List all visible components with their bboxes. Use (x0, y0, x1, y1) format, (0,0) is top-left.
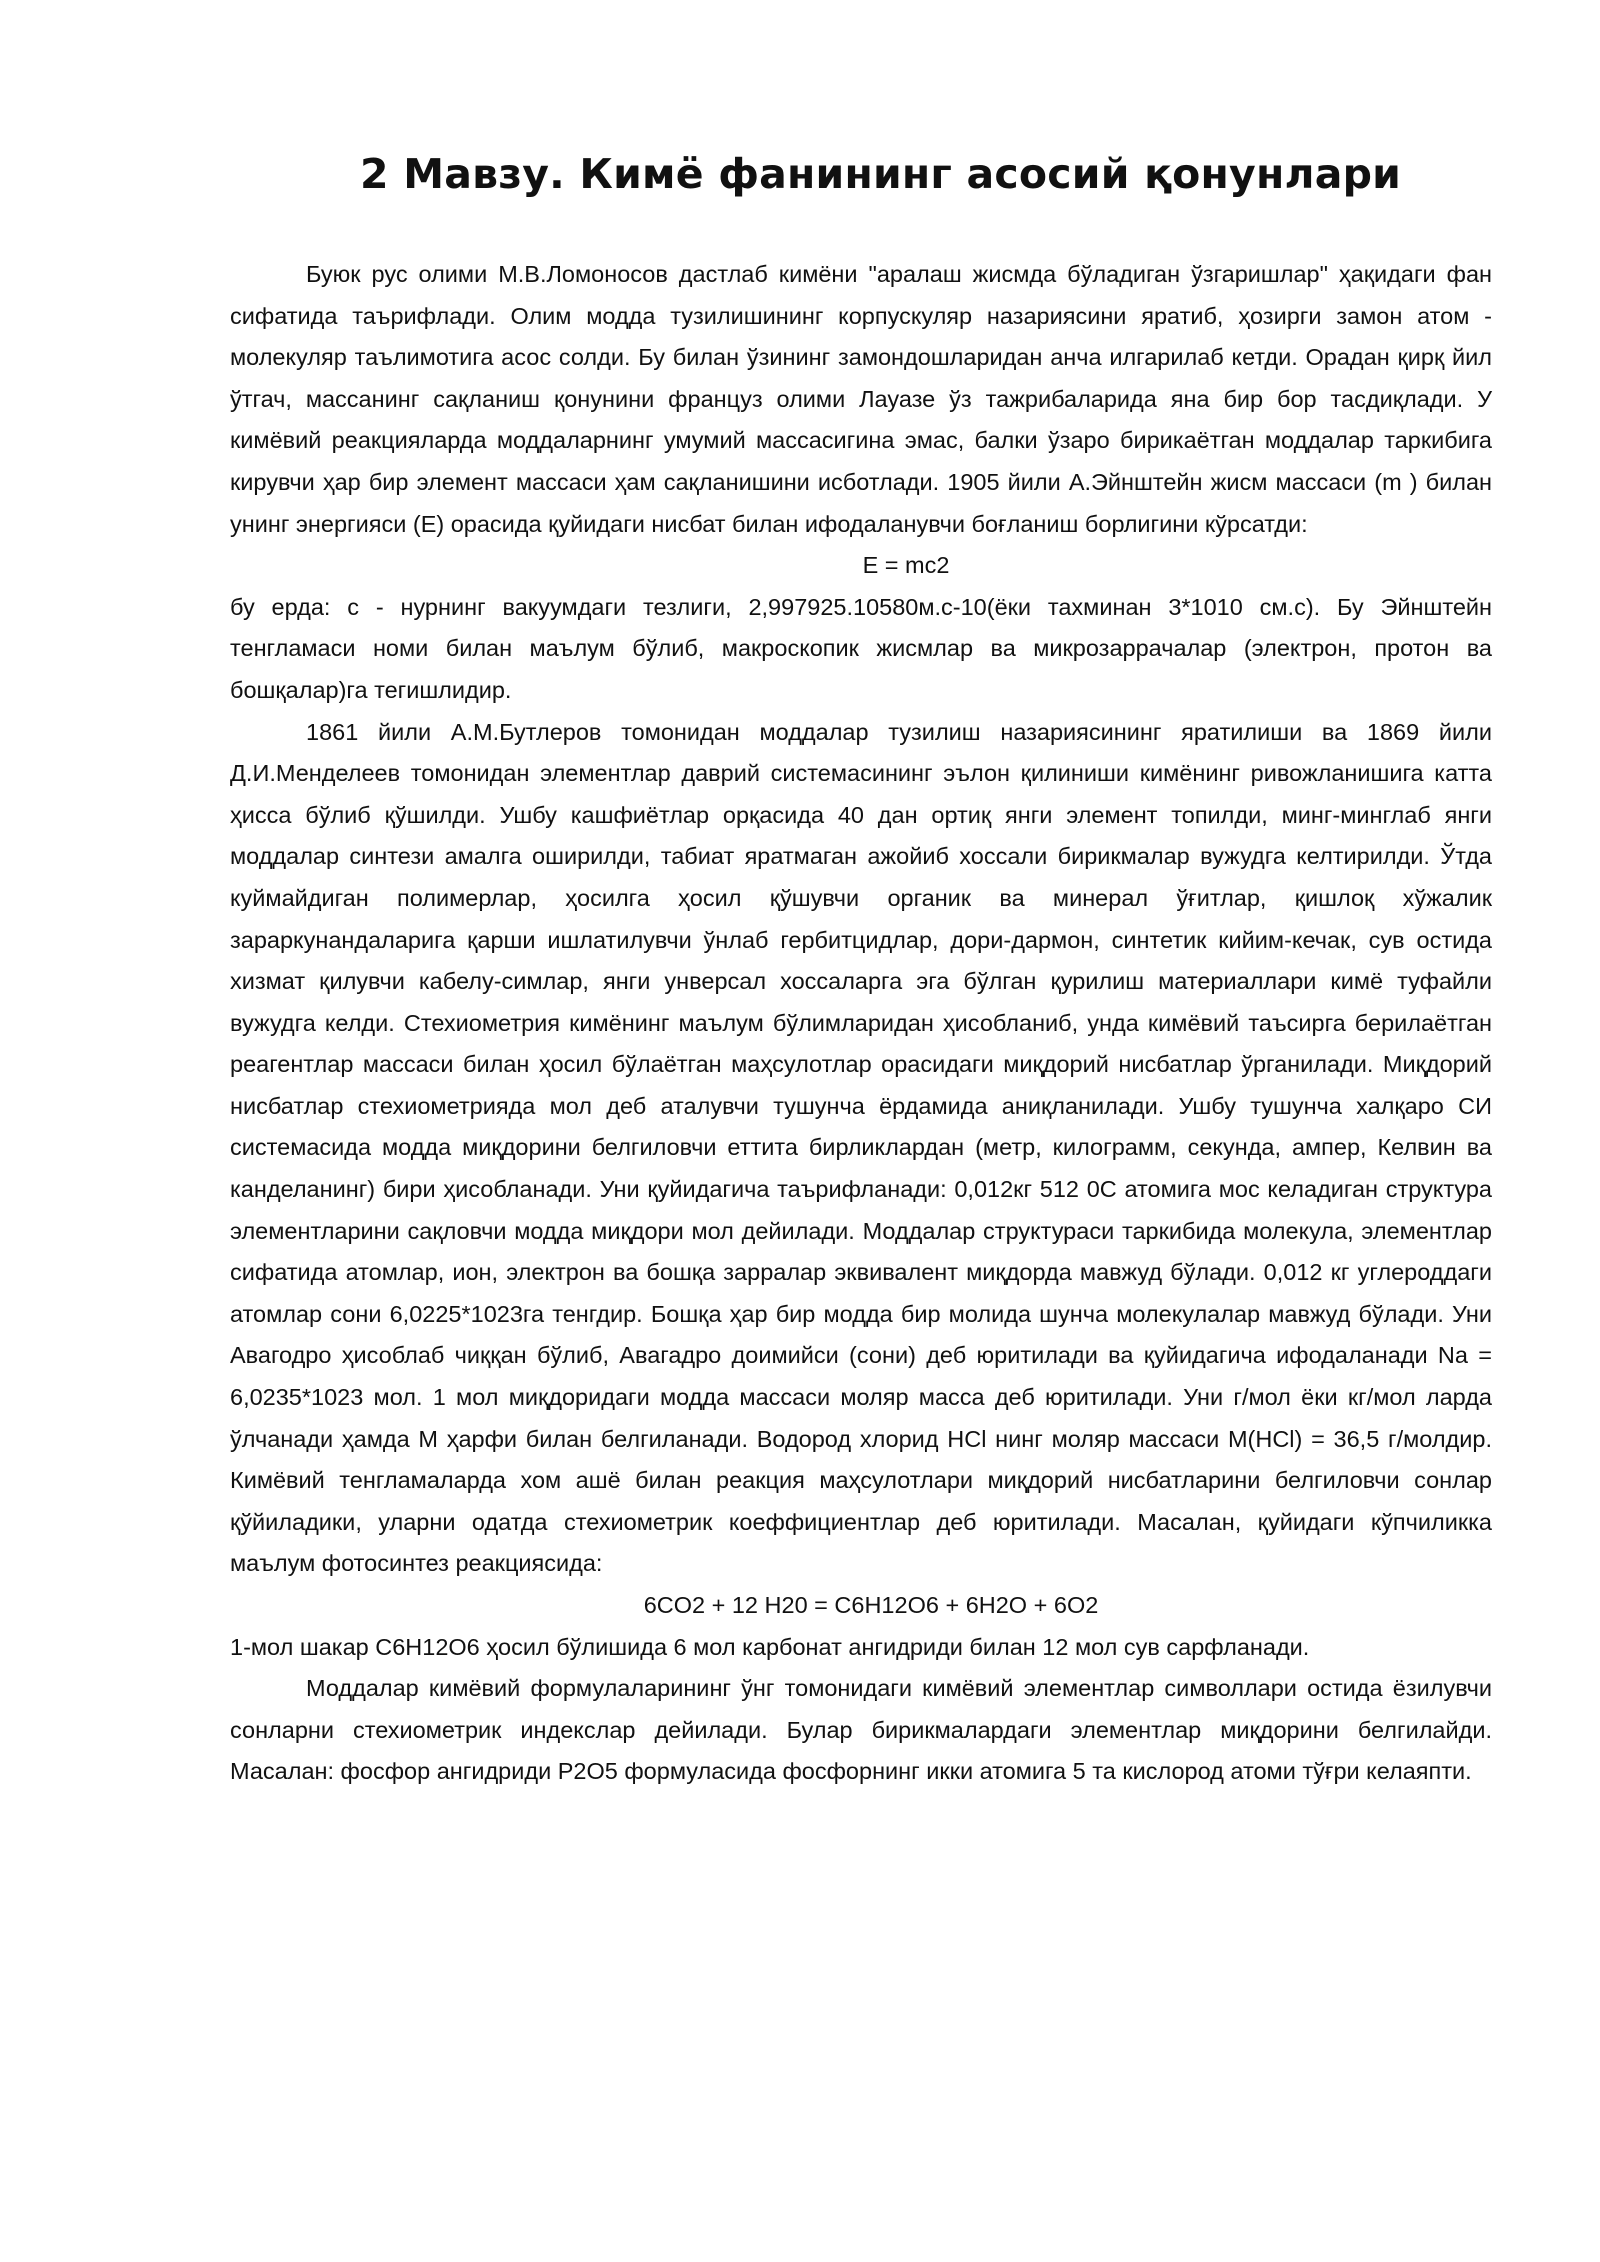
paragraph-indices: Моддалар кимёвий формулаларининг ўнг томонидаги кимёвий элементлар символлари остида ёзилувчи сонларни стехиометрик индекслар дейилади. Булар бирикмалардаги элементлар миқдорини белгилайди. Масалан: фосфор ангидриди P2O5 формуласида фосфорнинг икки атомига 5 та кислород атоми тўғри келаяпти. (230, 1675, 1492, 1785)
formula-photosynthesis: 6CO2 + 12 H20 = C6H12O6 + 6H2O + 6O2 (643, 1592, 1099, 1618)
document-title: 2 Мавзу. Кимё фанининг асосий қонунлари (360, 150, 1402, 198)
document-body (230, 148, 1492, 1793)
paragraph-sugar: 1-мол шакар C6H12O6 ҳосил бўлишида 6 мол карбонат ангидриди билан 12 мол сув сарфланади. (230, 1633, 1310, 1660)
paragraph-stoichiometry: 1861 йили А.М.Бутлеров томонидан моддалар тузилиш назариясининг яратилиши ва 1869 йили Д.И.Менделеев томонидан элементлар даврий системасининг эълон қилиниши кимёнинг ривожланишига катта ҳисса бўлиб қўшилди. Ушбу кашфиётлар орқасида 40 дан ортиқ янги элемент топилди, минг-минглаб янги моддалар синтези амалга оширилди, табиат яратмаган ажойиб хоссали бирикмалар вужудга келтирилди. Ўтда куймайдиган полимерлар, ҳосилга ҳосил қўшувчи органик ва минерал ўғитлар, қишлоқ хўжалик зараркунандаларига қарши ишлатилувчи ўнлаб гербитцидлар, дори-дармон, синтетик кийим-кечак, сув остида хизмат қилувчи кабелу-симлар, янги унверсал хоссаларга эга бўлган қурилиш материаллари кимё туфайли вужудга келди. Стехиометрия кимёнинг маълум бўлимларидан ҳисобланиб, унда кимёвий таъсирга берилаётган реагентлар массаси билан ҳосил бўлаётган маҳсулотлар орасидаги миқдорий нисбатлар ўрганилади. Миқдорий нисбатлар стехиометрияда мол деб аталувчи тушунча ёрдамида аниқланилади. Ушбу тушунча халқаро СИ системасида модда миқдорини белгиловчи еттита бирликлардан (метр, килограмм, секунда, ампер, Келвин ва канделанинг) бири ҳисобланади. Уни қуйидагича таърифланади: 0,012кг 512 0С атомига мос келадиган структура элементларини сақловчи модда миқдори мол дейилади. Моддалар структураси таркибида молекула, элементлар сифатида атомлар, ион, электрон ва бошқа зарралар эквивалент миқдорда мавжуд бўлади. 0,012 кг углероддаги атомлар сони 6,0225*1023га тенгдир. Бошқа ҳар бир модда бир молида шунча молекулалар мавжуд бўлади. Уни Авагодро ҳисоблаб чиққан бўлиб, Авагадро доимийси (сони) деб юритилади ва қуйидагича ифодаланади Na = 6,0235*1023 мол. 1 мол миқдоридаги модда массаси моляр масса деб юритилади. Уни г/мол ёки кг/мол ларда ўлчанади ҳамда М ҳарфи билан белгиланади. Водород хлорид HCl нинг моляр массаси М(HCl) = 36,5 г/молдир. Кимёвий тенгламаларда хом ашё билан реакция маҳсулотлари миқдорий нисбатларини белгиловчи сонлар қўйиладики, уларни одатда стехиометрик коеффициентлар деб юритилади. Масалан, қуйидаги кўпчиликка маълум фотосинтез реакциясида: (230, 718, 1492, 1577)
formula-einstein: E = mc2 (862, 552, 950, 579)
paragraph-lomonosov: Буюк рус олими М.В.Ломоносов дастлаб кимёни "аралаш жисмда бўладиган ўзгаришлар" ҳақидаги фан сифатида таърифлади. Олим модда тузилишининг корпускуляр назариясини яратиб, ҳозирги замон атом - молекуляр таълимотига асос солди. Бу билан ўзининг замондошларидан анча илгарилаб кетди. Орадан қирқ йил ўтгач, массанинг сақланиш қонунини француз олими Лауазе ўз тажрибаларида яна бир бор тасдиқлади. У кимёвий реакцияларда моддаларнинг умумий массасигина эмас, балки ўзаро бирикаётган моддалар таркибига кирувчи ҳар бир элемент массаси ҳам сақланишини исботлади. 1905 йили А.Эйнштейн жисм массаси (m ) билан унинг энергияси (E) орасида қуйидаги нисбат билан ифодаланувчи боғланиш борлигини кўрсатди: (230, 261, 1492, 537)
paragraph-light-speed: бу ерда: c - нурнинг вакуумдаги тезлиги, 2,997925.10580м.с-10(ёки тахминан 3*1010 см.с). Бу Эйнштейн тенгламаси номи билан маълум бўлиб, макроскопик жисмлар ва микрозаррачалар (электрон, протон ва бошқалар)га тегишлидир. (230, 593, 1492, 703)
